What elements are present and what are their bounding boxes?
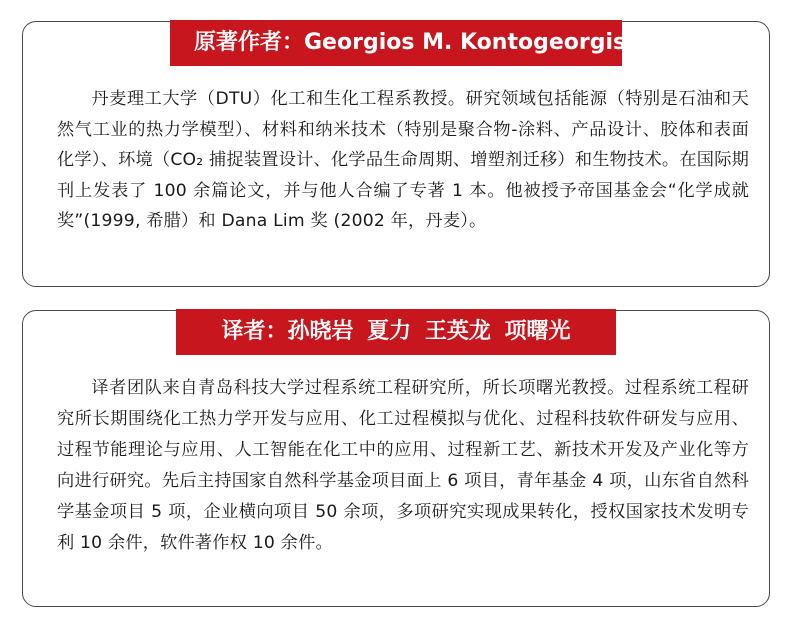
translator-card — [22, 310, 770, 607]
translator-bio: 译者团队来自青岛科技大学过程系统工程研究所，所长项曙光教授。过程系统工程研究所长期围绕化工热力学开发与应用、化工过程模拟与优化、过程科技软件研发与应用、过程节能理论与应用、人工智能在化工中的应用、过程新工艺、新技术开发及产业化等方向进行研究。先后主持国家自然科学基金项目面上 6 项目，青年基金 4 项，山东省自然科学基金项目 5 项，企业横向项目 50 余项，多项研究实现成果转化，授权国家技术发明专利 10 余件，软件著作权 10 余件。 — [57, 378, 749, 553]
author-bio: 丹麦理工大学（DTU）化工和生化工程系教授。研究领域包括能源（特别是石油和天然气工业的热力学模型）、材料和纳米技术（特别是聚合物-涂料、产品设计、胶体和表面化学）、环境（CO₂ 捕捉装置设计、化学品生命周期、增塑剂迁移）和生物技术。在国际期刊上发表了 100 余篇论文，并与他人合编了专著 1 本。他被授予帝国基金会“化学成就奖”(1999, 希腊）和 Dana Lim 奖 (2002 年，丹麦）。 — [57, 89, 749, 232]
author-banner: 原著作者：Georgios M. Kontogeorgis — [170, 20, 622, 66]
author-card — [22, 21, 770, 287]
translator-banner: 译者：孙晓岩 夏力 王英龙 项曙光 — [176, 309, 616, 355]
